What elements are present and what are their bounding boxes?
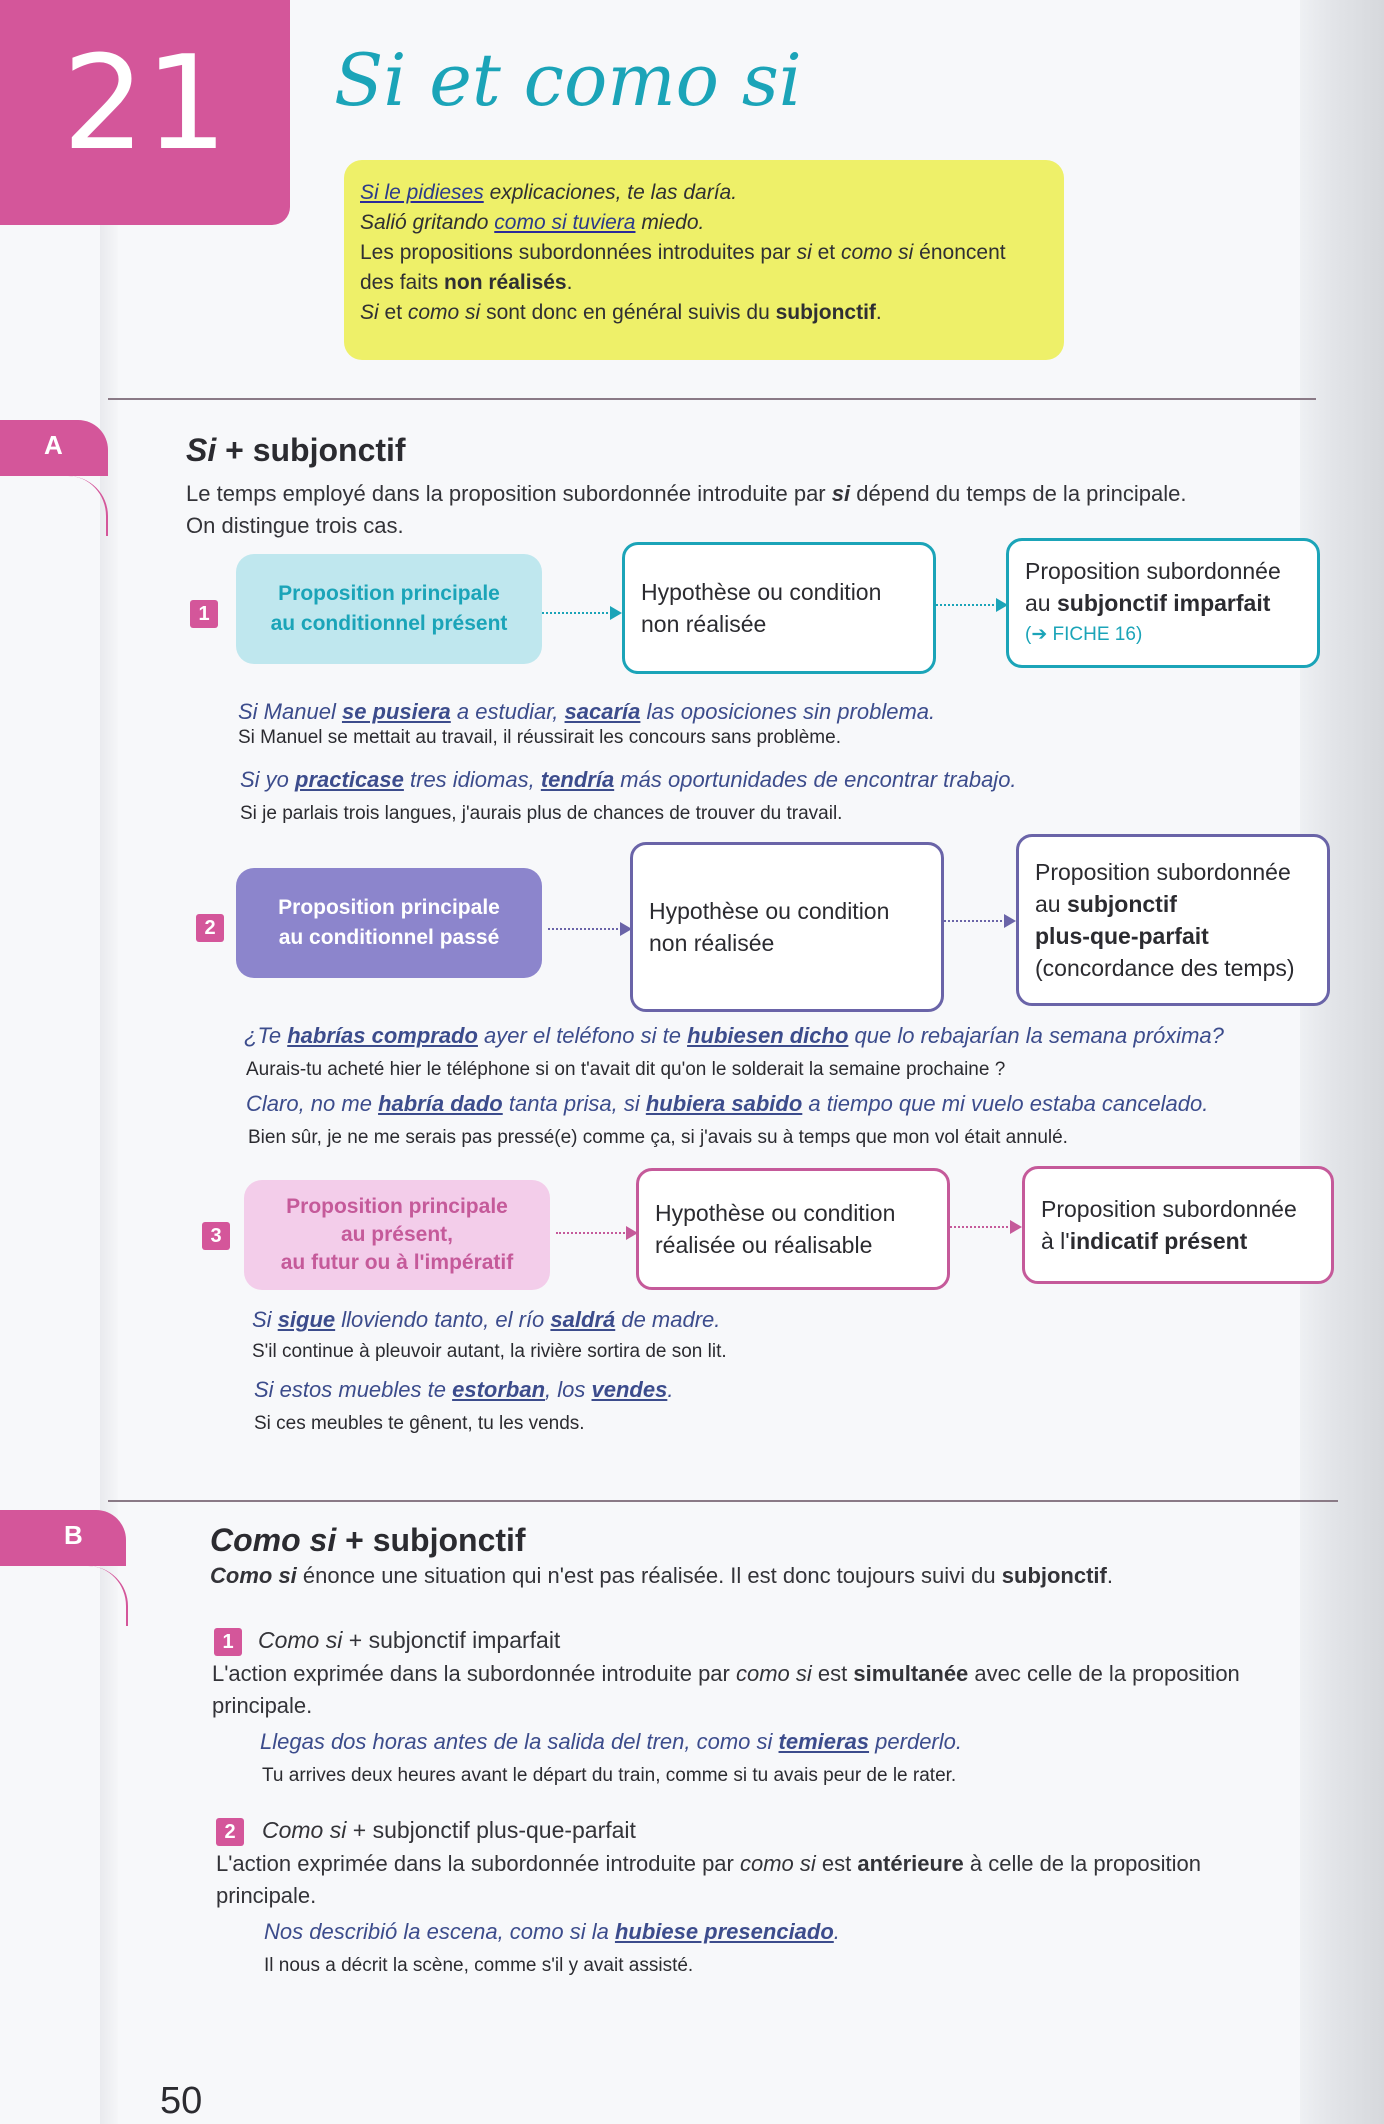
t: Nos describió la escena, como si la — [264, 1919, 615, 1944]
sub-2-badge: 2 — [216, 1818, 244, 1846]
case-2-example-2-fr: Bien sûr, je ne me serais pas pressé(e) comme ça, si j'avais su à temps que mon vol était annulé. — [248, 1127, 1068, 1148]
t: . — [566, 271, 573, 294]
chapter-number: 21 — [62, 27, 228, 179]
t: subjonctif — [775, 301, 876, 324]
t: como si — [739, 1851, 816, 1876]
t: au — [1025, 590, 1057, 616]
t: practicase — [295, 767, 404, 792]
t: hubiesen dicho — [687, 1023, 849, 1048]
t: + subjonctif — [216, 432, 406, 468]
t: simultanée — [853, 1661, 969, 1686]
t: et — [378, 301, 408, 324]
arrow — [950, 1226, 1016, 1228]
t: dépend du temps de la principale. — [850, 481, 1187, 506]
intro-rule-line-3 — [360, 298, 1048, 328]
t: lloviendo tanto, el río — [335, 1307, 551, 1332]
t: principale. — [212, 1693, 313, 1718]
case-3-example-1-es — [252, 1306, 720, 1334]
t: à l' — [1041, 1228, 1070, 1254]
arrow — [936, 604, 1002, 606]
t: Como si — [210, 1522, 337, 1558]
t: temieras — [778, 1729, 870, 1754]
t: principale. — [216, 1883, 317, 1908]
sub-1-example-es — [260, 1728, 962, 1756]
t: indicatif présent — [1069, 1228, 1248, 1254]
case-2-example-1-fr: Aurais-tu acheté hier le téléphone si on t'avait dit qu'on le solderait la semaine prochaine ? — [246, 1059, 1006, 1080]
t: . — [875, 301, 882, 324]
arrow — [556, 1232, 632, 1234]
case-1-badge: 1 — [190, 600, 218, 628]
t: non réalisée — [649, 930, 775, 956]
case-3-example-2-es — [254, 1376, 673, 1404]
t: Proposition principale — [278, 582, 500, 605]
t: tres idiomas, — [403, 767, 541, 792]
section-a-tab: A — [0, 420, 108, 476]
t: énoncent — [913, 241, 1006, 264]
t: Si — [360, 301, 379, 324]
t: au conditionnel présent — [270, 612, 508, 635]
t: . — [833, 1919, 840, 1944]
sub-1-explanation — [212, 1658, 1342, 1722]
intro-ex2-c: miedo. — [635, 211, 705, 234]
case-3-example-1-fr: S'il continue à pleuvoir autant, la rivière sortira de son lit. — [252, 1341, 727, 1362]
t: Si estos muebles te — [254, 1377, 453, 1402]
section-b-intro — [210, 1560, 1310, 1592]
section-a-tab-curve — [40, 476, 108, 536]
sub-2-explanation — [216, 1848, 1346, 1912]
t: énonce une situation qui n'est pas réalisée. Il est donc toujours suivi du — [296, 1563, 1002, 1588]
t: subjonctif imparfait — [1056, 590, 1271, 616]
t: Como si — [210, 1563, 297, 1588]
section-a-heading — [186, 432, 406, 469]
t: que lo rebajarían la semana próxima? — [848, 1023, 1224, 1048]
t: sigue — [277, 1307, 336, 1332]
t: à celle de la proposition — [963, 1851, 1202, 1876]
t: ¿Te — [244, 1023, 288, 1048]
section-b-heading — [210, 1522, 526, 1559]
t: Proposition principale — [286, 1195, 508, 1218]
t: + subjonctif — [336, 1522, 526, 1558]
t: sont donc en général suivis du — [480, 301, 776, 324]
case-1-example-1-es — [238, 698, 935, 726]
case-3-main-clause — [244, 1180, 550, 1290]
t: Hypothèse ou condition — [655, 1200, 896, 1226]
case-1-subordinate — [1006, 538, 1320, 668]
t: si — [831, 481, 851, 506]
t: las oposiciones sin problema. — [640, 699, 936, 724]
t: más oportunidades de encontrar trabajo. — [614, 767, 1017, 792]
t: au futur ou à l'impératif — [280, 1251, 514, 1274]
t: Les propositions subordonnées introduites par — [360, 241, 797, 264]
t: Proposition subordonnée — [1025, 558, 1281, 584]
case-2-hypothesis — [630, 842, 944, 1012]
t: se pusiera — [341, 699, 451, 724]
t: au conditionnel passé — [278, 926, 500, 949]
section-b-rule — [108, 1500, 1338, 1502]
t: Si — [186, 432, 217, 468]
t: au présent, — [340, 1223, 454, 1246]
sub-2-example-fr: Il nous a décrit la scène, comme s'il y avait assisté. — [264, 1955, 694, 1976]
t: ayer el teléfono si te — [477, 1023, 688, 1048]
t: L'action exprimée dans la subordonnée introduite par — [212, 1661, 736, 1686]
intro-ex2-verb: como si tuviera — [494, 211, 636, 234]
t: On distingue trois cas. — [186, 513, 404, 538]
section-a-intro — [186, 478, 1326, 542]
t: a estudiar, — [450, 699, 565, 724]
sub-1-title — [258, 1624, 560, 1656]
sub-2-title — [262, 1814, 636, 1846]
t: perderlo. — [869, 1729, 962, 1754]
t: Si yo — [240, 767, 296, 792]
t: como si — [840, 241, 914, 264]
arrow — [548, 928, 626, 930]
t: Proposition subordonnée — [1041, 1196, 1297, 1222]
t: tendría — [540, 767, 615, 792]
t: (concordance des temps) — [1035, 955, 1295, 981]
arrow — [944, 920, 1010, 922]
t: réalisée ou réalisable — [655, 1232, 873, 1258]
t: Hypothèse ou condition — [641, 579, 882, 605]
t: Llegas dos horas antes de la salida del tren, como si — [260, 1729, 779, 1754]
intro-ex1-rest: explicaciones, te las daría. — [483, 181, 738, 204]
page-number: 50 — [160, 2080, 203, 2122]
sub-1-example-fr: Tu arrives deux heures avant le départ du train, comme si tu avais peur de le rater. — [262, 1765, 957, 1786]
t: subjonctif — [1001, 1563, 1107, 1588]
t: . — [1106, 1563, 1113, 1588]
t: Proposition principale — [278, 896, 500, 919]
t: Como si — [258, 1627, 343, 1653]
t: non réalisés — [444, 271, 567, 294]
t: hubiese presenciado — [614, 1919, 834, 1944]
t: de madre. — [615, 1307, 721, 1332]
case-2-badge: 2 — [196, 914, 224, 942]
case-2-subordinate — [1016, 834, 1330, 1006]
case-1-hypothesis — [622, 542, 936, 674]
t: avec celle de la proposition — [968, 1661, 1240, 1686]
t: Claro, no me — [246, 1091, 379, 1116]
t: et — [811, 241, 841, 264]
case-1-main-clause — [236, 554, 542, 664]
case-2-example-1-es — [244, 1022, 1224, 1050]
case-3-subordinate — [1022, 1166, 1334, 1284]
fiche-16-link[interactable]: (➔ FICHE 16) — [1025, 624, 1143, 645]
t: est — [811, 1661, 854, 1686]
page-spine — [100, 0, 118, 2124]
intro-example-1 — [360, 178, 1048, 208]
t: habrías comprado — [287, 1023, 478, 1048]
case-3-badge: 3 — [202, 1222, 230, 1250]
t: est — [815, 1851, 858, 1876]
t: , los — [545, 1377, 592, 1402]
case-1-example-2-fr: Si je parlais trois langues, j'aurais plus de chances de trouver du travail. — [240, 803, 843, 824]
section-a-rule — [108, 398, 1316, 400]
sub-2-example-es — [264, 1918, 840, 1946]
t: L'action exprimée dans la subordonnée introduite par — [216, 1851, 740, 1876]
t: hubiera sabido — [645, 1091, 803, 1116]
t: si — [796, 241, 812, 264]
t: des faits — [360, 271, 445, 294]
t: + subjonctif imparfait — [342, 1627, 561, 1653]
t: tanta prisa, si — [502, 1091, 646, 1116]
chapter-title: Si et como si — [334, 38, 802, 122]
t: sacaría — [564, 699, 641, 724]
t: antérieure — [857, 1851, 964, 1876]
t: Proposition subordonnée — [1035, 859, 1291, 885]
intro-rule-line-2 — [360, 268, 1048, 298]
t: Si — [252, 1307, 278, 1332]
case-1-example-2-es — [240, 766, 1017, 794]
t: au — [1035, 891, 1067, 917]
intro-rule-line-1 — [360, 238, 1048, 268]
t: plus-que-parfait — [1035, 923, 1209, 949]
t: Como si — [262, 1817, 347, 1843]
arrow — [542, 612, 616, 614]
case-3-hypothesis — [636, 1168, 950, 1290]
facing-page-edge — [1300, 0, 1384, 2124]
t: saldrá — [550, 1307, 616, 1332]
t: habría dado — [378, 1091, 503, 1116]
t: subjonctif — [1066, 891, 1177, 917]
case-2-example-2-es — [246, 1090, 1208, 1118]
t: estorban — [452, 1377, 546, 1402]
t: Si Manuel — [238, 699, 342, 724]
case-2-main-clause — [236, 868, 542, 978]
intro-ex2-a: Salió gritando — [360, 211, 495, 234]
case-3-example-2-fr: Si ces meubles te gênent, tu les vends. — [254, 1413, 585, 1434]
case-1-example-1-fr: Si Manuel se mettait au travail, il réussirait les concours sans problème. — [238, 727, 841, 748]
t: Le temps employé dans la proposition subordonnée introduite par — [186, 481, 832, 506]
intro-ex1-verb: Si le pidieses — [360, 181, 484, 204]
section-b-tab: B — [0, 1510, 126, 1566]
t: como si — [735, 1661, 812, 1686]
t: vendes — [591, 1377, 668, 1402]
t: como si — [407, 301, 481, 324]
intro-box — [344, 160, 1064, 360]
t: . — [667, 1377, 674, 1402]
t: Hypothèse ou condition — [649, 898, 890, 924]
sub-1-badge: 1 — [214, 1628, 242, 1656]
t: non réalisée — [641, 611, 767, 637]
t: + subjonctif plus-que-parfait — [346, 1817, 636, 1843]
t: a tiempo que mi vuelo estaba cancelado. — [802, 1091, 1209, 1116]
intro-example-2 — [360, 208, 1048, 238]
